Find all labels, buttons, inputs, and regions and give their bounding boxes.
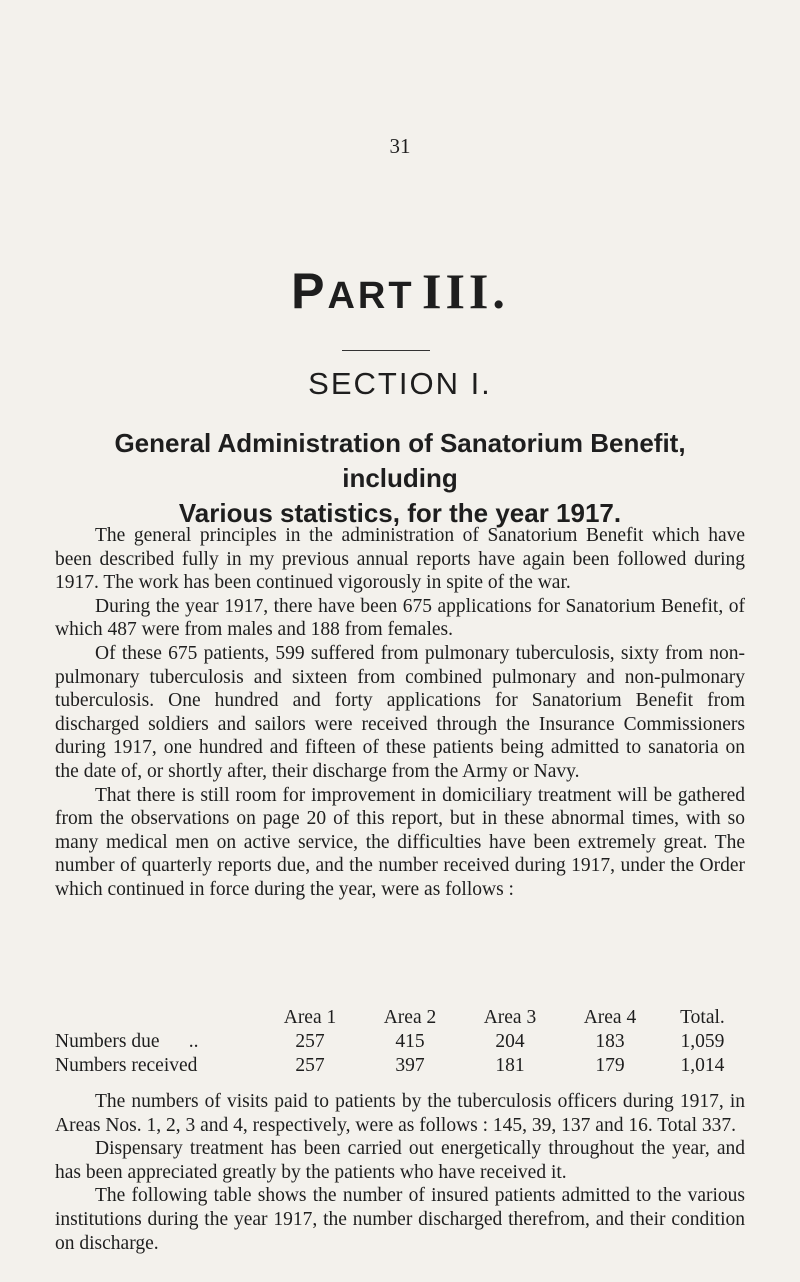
table-cell: 1,014 (680, 1055, 725, 1076)
heading-divider (342, 350, 430, 351)
paragraph-principles: The general principles in the administration of Sanatorium Benefit which have been described fully in my previous annual reports have again been followed during 1917. The work has been continued vigorously in spite of the war. (55, 525, 745, 594)
part-heading (0, 262, 800, 320)
table-cell: 1,059 (680, 1031, 725, 1052)
quarterly-reports-table (55, 1006, 745, 1078)
table-header: Total. (680, 1007, 725, 1028)
body-text (55, 524, 745, 902)
page-number: 31 (389, 134, 411, 158)
section-heading: SECTION I. (308, 366, 492, 401)
part-numeral: III. (422, 263, 509, 319)
table-row (55, 1030, 745, 1054)
part-rest: ART (327, 275, 415, 317)
table-header: Area 3 (483, 1007, 537, 1028)
table-cell: 204 (495, 1031, 525, 1052)
table-cell: 415 (395, 1031, 425, 1052)
table-cell: 397 (395, 1055, 425, 1076)
table-cell: 179 (595, 1055, 625, 1076)
table-cell: 183 (595, 1031, 625, 1052)
table-cell: 257 (295, 1055, 325, 1076)
main-title-line-1: General Administration of Sanatorium Benefit, including (114, 428, 686, 493)
table-cell: 181 (495, 1055, 525, 1076)
table-row (55, 1054, 745, 1078)
paragraph-applications: During the year 1917, there have been 675 applications for Sanatorium Benefit, of which 487 were from males and 188 from females. (55, 595, 745, 641)
part-initial: P (291, 263, 328, 319)
table-header-row (55, 1006, 745, 1030)
table-cell: 257 (295, 1031, 325, 1052)
table-header: Area 2 (383, 1007, 437, 1028)
paragraph-visits: The numbers of visits paid to patients by the tuberculosis officers during 1917, in Areas Nos. 1, 2, 3 and 4, respectively, were as follows : 145, 39, 137 and 16. Total 337. (55, 1091, 745, 1136)
paragraph-following-table: The following table shows the number of insured patients admitted to the various institutions during the year 1917, the number discharged therefrom, and their condition on discharge. (55, 1185, 745, 1254)
paragraph-patients: Of these 675 patients, 599 suffered from pulmonary tuberculosis, sixty from non-pulmonary tuberculosis and sixteen from combined pulmonary and non-pulmonary tuberculosis. One hundred and forty applications for Sanatorium Benefit from discharged soldiers and sailors were received through the Insurance Commissioners during 1917, one hundred and fifteen of these patients being admitted to sanatoria on the date of, or shortly after, their discharge from the Army or Navy. (55, 642, 745, 782)
main-title-line-2: Various statistics, for the year 1917. (178, 498, 622, 528)
paragraph-domiciliary: That there is still room for improvement in domiciliary treatment will be gathered from the observations on page 20 of this report, but in these abnormal times, with so many medical men on active service, the difficulties have been extremely great. The number of quarterly reports due, and the number received during 1917, under the Order which continued in force during the year, were as follows : (55, 784, 745, 900)
body-text-continued (55, 1090, 745, 1255)
table-corner (55, 1006, 260, 1030)
table-header: Area 1 (283, 1007, 337, 1028)
paragraph-dispensary: Dispensary treatment has been carried out energetically throughout the year, and has been appreciated greatly by the patients who have received it. (55, 1138, 745, 1183)
row-label: Numbers due .. (55, 1031, 199, 1052)
table-header: Area 4 (583, 1007, 637, 1028)
main-title (55, 426, 745, 531)
row-label: Numbers received (55, 1055, 198, 1076)
